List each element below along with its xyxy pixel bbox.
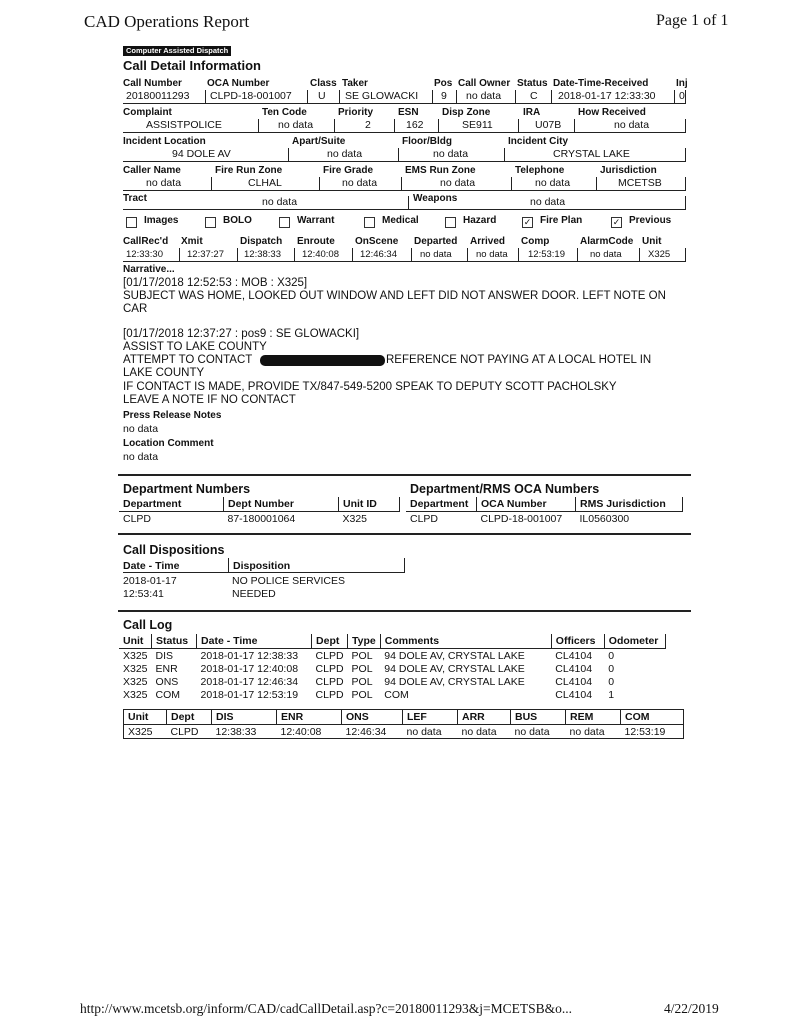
press-release-label: Press Release Notes [123,410,222,421]
dispositions-title: Call Dispositions [123,543,225,557]
log-cell: ONS [155,675,179,688]
callrec-label: CallRec'd [123,236,169,247]
priority-label: Priority [338,107,374,118]
warrant-label: Warrant [297,215,335,226]
taker-label: Taker [342,78,368,89]
log-cell: X325 [123,675,148,688]
comp-label: Comp [521,236,550,247]
log-officers-header: Officers [551,634,604,649]
hazard-checkbox[interactable] [445,217,456,228]
status-label: Status [517,78,548,89]
log-cell: CLPD [315,662,344,675]
bolo-checkbox[interactable] [205,217,216,228]
oca-number-header: OCA Number [477,497,576,512]
enroute-value: 12:40:08 [302,249,339,260]
unit-label: Unit [642,236,662,247]
log-cell: POL [351,688,373,701]
dept-number-cell: 87-180001064 [227,512,296,525]
page-number: Page 1 of 1 [656,12,729,29]
unit-value: X325 [648,249,671,260]
images-label: Images [144,215,179,226]
onscene-value: 12:46:34 [360,249,397,260]
ut-unit-header: Unit [128,711,149,723]
complaint-label: Complaint [123,107,172,118]
ut-bus-header: BUS [511,710,566,725]
disp-date-header: Date - Time [123,560,180,572]
ems-run-zone-label: EMS Run Zone [405,165,476,176]
alarmcode-value: no data [590,249,622,260]
dept-number-header: Dept Number [224,497,339,512]
call-detail-title: Call Detail Information [123,58,261,73]
log-cell: 2018-01-17 12:46:34 [200,675,299,688]
tract-label: Tract [123,193,147,204]
narrative-entry-2-line-1: ASSIST TO LAKE COUNTY [123,341,267,353]
apart-suite-label: Apart/Suite [292,136,346,147]
complaint-value: ASSISTPOLICE [146,119,222,131]
fire-grade-value: no data [342,177,378,189]
log-cell: X325 [123,688,148,701]
xmit-value: 12:37:27 [187,249,224,260]
dispatch-value: 12:38:33 [244,249,281,260]
call-log-table [119,634,666,701]
unit-id-header: Unit ID [339,497,400,512]
narrative-entry-2-line-2a: ATTEMPT TO CONTACT [123,354,253,366]
rms-jurisdiction-header: RMS Jurisdiction [576,497,683,512]
log-cell: CL4104 [555,688,593,701]
apart-suite-value: no data [327,148,363,160]
ems-run-zone-value: no data [440,177,476,189]
log-cell: 2018-01-17 12:53:19 [200,688,299,701]
incident-location-label: Incident Location [123,136,206,147]
pos-value: 9 [441,90,447,102]
bolo-label: BOLO [223,215,252,226]
warrant-checkbox[interactable] [279,217,290,228]
incident-city-label: Incident City [508,136,569,147]
xmit-label: Xmit [181,236,203,247]
log-cell: 2018-01-17 12:38:33 [200,649,299,662]
table-row [119,649,665,663]
log-cell: X325 [123,649,148,662]
departed-label: Departed [414,236,458,247]
log-cell: DIS [155,649,174,662]
location-comment-value: no data [123,451,159,463]
press-release-value: no data [123,423,159,435]
fire-run-zone-value: CLHAL [248,177,282,189]
unit-id-cell: X325 [342,512,368,525]
log-unit-header: Unit [123,635,144,647]
table-row [119,688,665,701]
log-cell: 1 [608,688,615,701]
narrative-entry-1-head: [01/17/2018 12:52:53 : MOB : X325] [123,277,308,289]
tract-value: no data [262,196,298,208]
dept-numbers-title: Department Numbers [123,482,251,496]
log-cell: 94 DOLE AV, CRYSTAL LAKE [384,662,525,675]
log-odometer-header: Odometer [604,634,665,649]
ut-cell: 12:46:34 [345,725,387,738]
ut-ons-header: ONS [342,710,403,725]
call-number-label: Call Number [123,78,182,89]
ut-cell: no data [514,725,550,738]
previous-label: Previous [629,215,672,226]
ut-cell: no data [406,725,442,738]
table-row [119,662,665,675]
how-received-value: no data [614,119,650,131]
log-cell: CL4104 [555,662,593,675]
log-datetime-header: Date - Time [197,634,312,649]
log-cell: 2018-01-17 12:40:08 [200,662,299,675]
narrative-entry-2-head: [01/17/2018 12:37:27 : pos9 : SE GLOWACKI] [123,328,360,340]
narrative-label: Narrative... [123,264,175,275]
disp-time: 12:53:41 [123,588,164,600]
oca-number-cell: CLPD-18-001007 [480,512,563,525]
ut-cell: 12:53:19 [624,725,666,738]
jurisdiction-label: Jurisdiction [600,165,657,176]
ira-label: IRA [523,107,541,118]
dispatch-label: Dispatch [240,236,283,247]
log-cell: POL [351,662,373,675]
ut-lef-header: LEF [403,710,458,725]
ira-value: U07B [535,119,562,131]
oca-value: CLPD-18-001007 [210,90,292,102]
received-value: 2018-01-17 12:33:30 [558,90,656,102]
log-cell: POL [351,649,373,662]
medical-checkbox[interactable] [364,217,375,228]
disp-zone-value: SE911 [462,119,493,131]
log-cell: ENR [155,662,178,675]
dept-numbers-table [119,497,400,525]
log-cell: 94 DOLE AV, CRYSTAL LAKE [384,675,525,688]
fire-grade-label: Fire Grade [323,165,374,176]
ut-cell: no data [569,725,605,738]
log-cell: 0 [608,662,615,675]
rms-dept-header: Department [410,498,469,510]
oca-label: OCA Number [207,78,270,89]
rms-jurisdiction-cell: IL0560300 [579,512,630,525]
ut-arr-header: ARR [458,710,511,725]
footer-url[interactable]: http://www.mcetsb.org/inform/CAD/cadCallDetail.asp?c=20180011293&j=MCETSB&o... [80,1001,573,1016]
log-cell: CL4104 [555,649,593,662]
log-cell: X325 [123,662,148,675]
narrative-entry-2-line-3: LAKE COUNTY [123,367,205,379]
redaction-bar [260,355,385,366]
unit-times-table [123,709,684,739]
fire-plan-checkbox[interactable]: ✓ [523,217,532,227]
class-label: Class [310,78,337,89]
dept-cell: CLPD [123,512,152,525]
incident-location-value: 94 DOLE AV [172,148,231,160]
footer-date: 4/22/2019 [664,1001,719,1016]
disposition-line-2: NEEDED [232,588,276,600]
rms-dept-cell: CLPD [410,512,439,525]
ut-rem-header: REM [566,710,621,725]
log-cell: 0 [608,649,615,662]
telephone-value: no data [535,177,571,189]
disp-zone-label: Disp Zone [442,107,491,118]
dept-header: Department [123,498,182,510]
log-cell: POL [351,675,373,688]
call-owner-value: no data [466,90,502,102]
table-row [124,725,684,739]
ut-cell: CLPD [170,725,199,738]
onscene-label: OnScene [355,236,399,247]
weapons-label: Weapons [413,193,458,204]
arrived-value: no data [476,249,508,260]
ten-code-label: Ten Code [262,107,307,118]
esn-value: 162 [406,119,424,131]
log-cell: COM [155,688,181,701]
status-value: C [530,90,538,102]
log-cell: CL4104 [555,675,593,688]
priority-value: 2 [365,119,371,131]
arrived-label: Arrived [470,236,506,247]
ut-cell: no data [461,725,497,738]
caller-name-value: no data [146,177,182,189]
disposition-header: Disposition [233,560,291,572]
hazard-label: Hazard [463,215,497,226]
ut-dis-header: DIS [212,710,277,725]
alarmcode-label: AlarmCode [580,236,634,247]
weapons-value: no data [530,196,566,208]
how-received-label: How Received [578,107,646,118]
narrative-entry-2-line-5: LEAVE A NOTE IF NO CONTACT [123,394,296,406]
esn-label: ESN [398,107,419,118]
log-cell: CLPD [315,649,344,662]
telephone-label: Telephone [515,165,565,176]
pos-label: Pos [434,78,453,89]
log-status-header: Status [152,634,197,649]
jurisdiction-value: MCETSB [618,177,662,189]
ut-cell: 12:38:33 [215,725,257,738]
floor-bldg-value: no data [433,148,469,160]
log-dept-header: Dept [312,634,348,649]
previous-checkbox[interactable]: ✓ [612,217,621,227]
ut-cell: 12:40:08 [280,725,322,738]
log-cell: COM [384,688,409,701]
disposition-line-1: NO POLICE SERVICES [232,575,346,587]
ut-enr-header: ENR [277,710,342,725]
rms-title: Department/RMS OCA Numbers [410,482,600,496]
call-number-value: 20180011293 [126,90,190,102]
floor-bldg-label: Floor/Bldg [402,136,452,147]
log-cell: CLPD [315,688,344,701]
class-value: U [318,90,326,102]
ten-code-value: no data [278,119,314,131]
log-cell: CLPD [315,675,344,688]
log-cell: 94 DOLE AV, CRYSTAL LAKE [384,649,525,662]
taker-value: SE GLOWACKI [345,90,419,102]
table-row [406,512,683,526]
narrative-entry-2-line-2b: REFERENCE NOT PAYING AT A LOCAL HOTEL IN [386,354,652,366]
narrative-entry-2-line-4: IF CONTACT IS MADE, PROVIDE TX/847-549-5200 SPEAK TO DEPUTY SCOTT PACHOLSKY [123,381,617,393]
narrative-entry-1-line-2: CAR [123,303,148,315]
call-owner-label: Call Owner [458,78,511,89]
ut-dept-header: Dept [167,710,212,725]
images-checkbox[interactable] [126,217,137,228]
incident-city-value: CRYSTAL LAKE [553,148,630,160]
departed-value: no data [420,249,452,260]
caller-name-label: Caller Name [123,165,181,176]
ut-com-header: COM [621,710,684,725]
log-type-header: Type [348,634,381,649]
table-row [119,512,400,526]
log-comments-header: Comments [380,634,551,649]
rms-table [406,497,683,525]
fire-plan-label: Fire Plan [540,215,583,226]
inj-label: Inj [676,78,688,89]
table-row [119,675,665,688]
callrec-value: 12:33:30 [126,249,163,260]
narrative-entry-1-line-1: SUBJECT WAS HOME, LOOKED OUT WINDOW AND LEFT DID NOT ANSWER DOOR. LEFT NOTE ON [123,290,666,302]
enroute-label: Enroute [297,236,335,247]
report-title: CAD Operations Report [84,12,250,31]
call-log-title: Call Log [123,618,173,632]
location-comment-label: Location Comment [123,438,214,449]
comp-value: 12:53:19 [528,249,565,260]
fire-run-zone-label: Fire Run Zone [215,165,283,176]
ut-cell: X325 [128,725,153,738]
log-cell: 0 [608,675,615,688]
cad-badge: Computer Assisted Dispatch [123,46,231,56]
medical-label: Medical [382,215,419,226]
received-label: Date-Time-Received [553,78,649,89]
inj-value: 0 [679,90,685,102]
disp-date: 2018-01-17 [123,575,177,587]
